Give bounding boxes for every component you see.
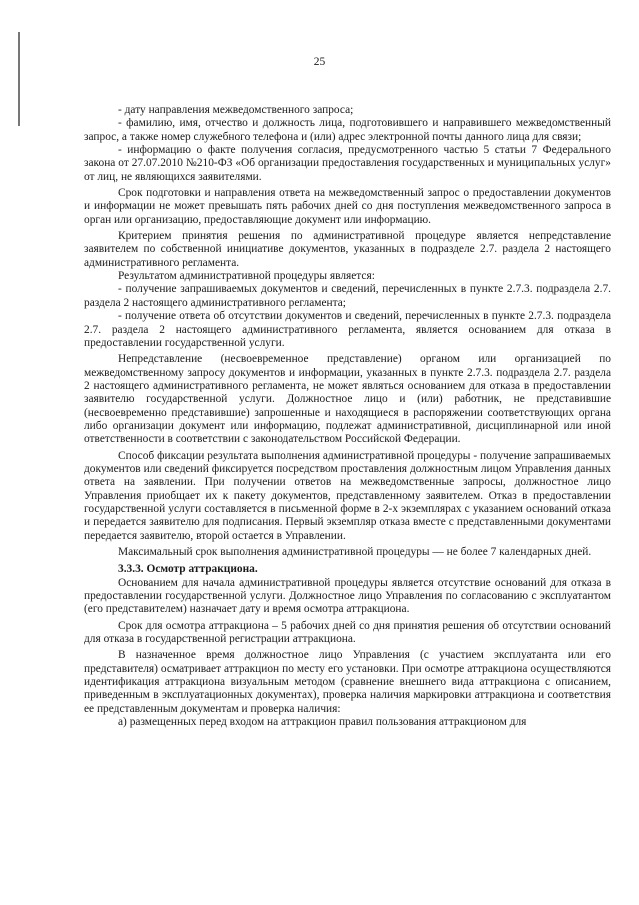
section-heading: 3.3.3. Осмотр аттракциона.: [118, 563, 258, 576]
paragraph: Срок подготовки и направления ответа на межведомственный запрос о предоставлении документов и информации не может превышать пять рабочих дней со дня поступления межведомственного запроса в орган или организацию, предоставляющие документ или информацию.: [84, 187, 611, 226]
document-body: [84, 104, 611, 729]
paragraph: а) размещенных перед входом на аттракцион правил пользования аттракционом для: [118, 716, 527, 729]
paragraph: Критерием принятия решения по административной процедуре является непредставление заявителем по собственной инициативе документов, указанных в подразделе 2.7. раздела 2 настоящего административного регламента.: [84, 230, 611, 269]
paragraph: Способ фиксации результата выполнения административной процедуры - получение запрашиваемых документов или сведений фиксируется посредством проставления должностным лицом Управления данных ответа на заявлении. При получении ответов на межведомственные запросы, должностное лицо Управления приобщает их к пакету документов, представленному заявителем. Отказ в предоставлении государственной услуги составляется в письменной форме в 2-х экземплярах с указанием оснований отказа и передается заявителю для подписания. Первый экземпляр отказа вместе с представленными документами передается заявителю, второй остается в Управлении.: [84, 449, 611, 542]
paragraph: - получение запрашиваемых документов и сведений, перечисленных в пункте 2.7.3. подраздела 2.7. раздела 2 настоящего административного регламента;: [84, 283, 611, 309]
paragraph: Максимальный срок выполнения административной процедуры — не более 7 календарных дней.: [118, 546, 592, 558]
paragraph: - фамилию, имя, отчество и должность лица, подготовившего и направившего межведомственный запрос, а также номер служебного телефона и (или) адрес электронной почты данного лица для связи;: [84, 117, 611, 143]
paragraph: В назначенное время должностное лицо Управления (с участием эксплуатанта или его представителя) осматривает аттракцион по месту его установки. При осмотре аттракциона осуществляются идентификация аттракциона визуальным методом (сравнение внешнего вида аттракциона с описанием, приведенным в эксплуатационных документах), проверка наличия маркировки аттракциона и соответствия ее представленным документам и проверка наличия:: [84, 649, 611, 715]
paragraph: Основанием для начала административной процедуры является отсутствие оснований для отказа в предоставлении государственной услуги. Должностное лицо Управления по согласованию с эксплуатантом (его представителем) назначает дату и время осмотра аттракциона.: [84, 576, 611, 616]
page-number: 25: [313, 56, 326, 68]
margin-line: [18, 32, 20, 126]
paragraph: - получение ответа об отсутствии документов и сведений, перечисленных в пункте 2.7.3. подраздела 2.7. раздела 2 настоящего административного регламента, является основанием для отказа в предоставлении государственной услуги.: [84, 310, 611, 349]
paragraph: Непредставление (несвоевременное представление) органом или организацией по межведомственному запросу документов и информации, указанных в пункте 2.7.3. подраздела 2.7. раздела 2 настоящего административного регламента, не может являться основанием для отказа в предоставлении заявителю государственной услуги. Должностное лицо и (или) работник, не представившие (несвоевременно представившие) запрошенные и находящиеся в распоряжении соответствующих органа либо организации документ или информацию, подлежат административной, дисциплинарной или иной ответственности в соответствии с законодательством Российской Федерации.: [84, 353, 611, 446]
paragraph: Результатом административной процедуры является:: [118, 270, 375, 283]
paragraph: Срок для осмотра аттракциона – 5 рабочих дней со дня принятия решения об отсутствии оснований для отказа в государственной регистрации аттракциона.: [84, 619, 611, 646]
paragraph: - дату направления межведомственного запроса;: [118, 104, 354, 116]
paragraph: - информацию о факте получения согласия, предусмотренного частью 5 статьи 7 Федерального закона от 27.07.2010 №210-ФЗ «Об организации предоставления государственных и муниципальных услуг» от лиц, не являющихся заявителями.: [84, 144, 611, 183]
